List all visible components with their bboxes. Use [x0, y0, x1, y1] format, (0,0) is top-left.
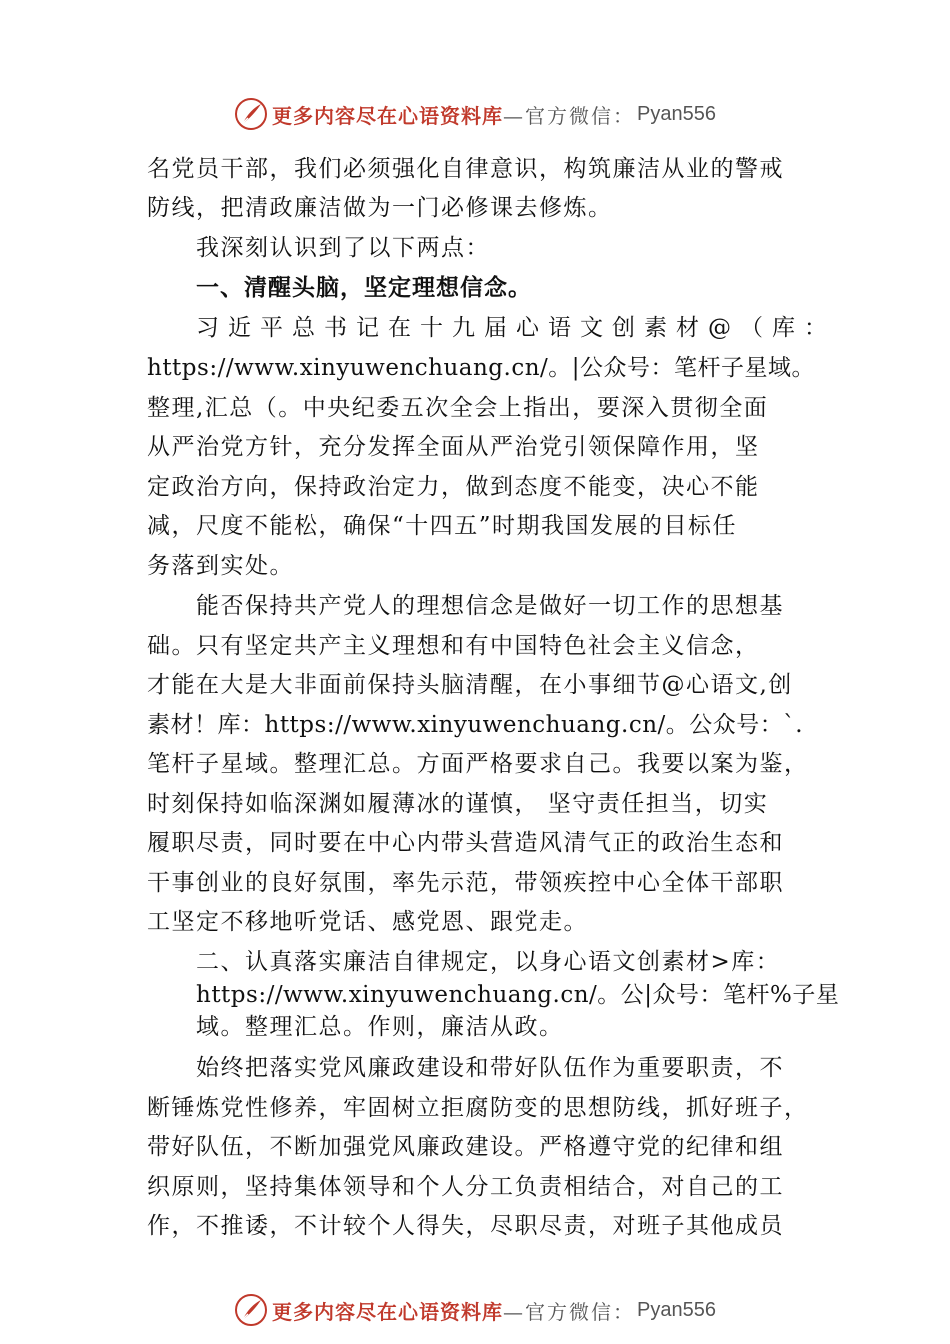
quill-logo-icon [234, 97, 268, 131]
body-line: 工坚定不移地听党话、感党恩、跟党走。 [147, 909, 588, 935]
body-line: 从严治党方针，充分发挥全面从严治党引领保障作用，坚 [147, 434, 760, 460]
section-heading: 一、清醒头脑，坚定理想信念。 [196, 275, 532, 301]
body-line: 始终把落实党风廉政建设和带好队伍作为重要职责，不 [196, 1055, 784, 1081]
body-line: 域。整理汇总。作则，廉洁从政。 [196, 1014, 564, 1040]
body-line: 作，不推诿，不计较个人得失，尽职尽责，对班子其他成员 [147, 1213, 784, 1239]
body-line: 我深刻认识到了以下两点： [196, 235, 490, 261]
body-line: 才能在大是大非面前保持头脑清醒，在小事细节@心语文,创 [147, 672, 793, 698]
body-line: https://www.xinyuwenchuang.cn/。公|众号：笔杆%子星 [196, 982, 840, 1008]
body-line: 干事创业的良好氛围，率先示范，带领疾控中心全体干部职 [147, 870, 784, 896]
footer-watermark [0, 1290, 950, 1330]
body-line: 防线，把清政廉洁做为一门必修课去修炼。 [147, 195, 613, 221]
body-line: 织原则，坚持集体领导和个人分工负责相结合，对自己的工 [147, 1174, 784, 1200]
watermark-label: —官方微信： [503, 1299, 636, 1324]
watermark-label: —官方微信： [503, 103, 636, 128]
body-line: https://www.xinyuwenchuang.cn/。|公众号：笔杆子星域。 [147, 355, 816, 381]
body-line: 础。只有坚定共产主义理想和有中国特色社会主义信念， [147, 633, 760, 659]
header-watermark [0, 94, 950, 134]
body-line: 带好队伍，不断加强党风廉政建设。严格遵守党的纪律和组 [147, 1134, 784, 1160]
body-line: 务落到实处。 [147, 553, 294, 579]
watermark-title: 更多内容尽在心语资料库 [272, 103, 504, 128]
section-heading: 二、认真落实廉洁自律规定，以身心语文创素材>库： [196, 949, 781, 975]
watermark-wechat-id: Pyan556 [637, 102, 716, 125]
body-line: 能否保持共产党人的理想信念是做好一切工作的思想基 [196, 593, 784, 619]
watermark-wechat-id: Pyan556 [637, 1298, 716, 1321]
body-line: 习近平总书记在十九届心语文创素材@（库： [196, 315, 836, 341]
body-line: 笔杆子星域。整理汇总。方面严格要求自己。我要以案为鉴， [147, 751, 809, 777]
body-line: 定政治方向，保持政治定力，做到态度不能变，决心不能 [147, 474, 760, 500]
body-line: 名党员干部，我们必须强化自律意识，构筑廉洁从业的警戒 [147, 156, 784, 182]
body-line: 减，尺度不能松，确保“十四五”时期我国发展的目标任 [147, 513, 738, 539]
body-line: 断锤炼党性修养，牢固树立拒腐防变的思想防线，抓好班子， [147, 1095, 809, 1121]
body-line: 履职尽责，同时要在中心内带头营造风清气正的政治生态和 [147, 830, 784, 856]
quill-logo-icon [234, 1293, 268, 1327]
body-line: 素材！库：https://www.xinyuwenchuang.cn/。公众号：`. [147, 712, 804, 738]
watermark-title: 更多内容尽在心语资料库 [272, 1299, 504, 1324]
body-line: 整理,汇总（。中央纪委五次全会上指出，要深入贯彻全面 [147, 395, 769, 421]
body-line: 时刻保持如临深渊如履薄冰的谨慎， 坚守责任担当，切实 [147, 791, 769, 817]
